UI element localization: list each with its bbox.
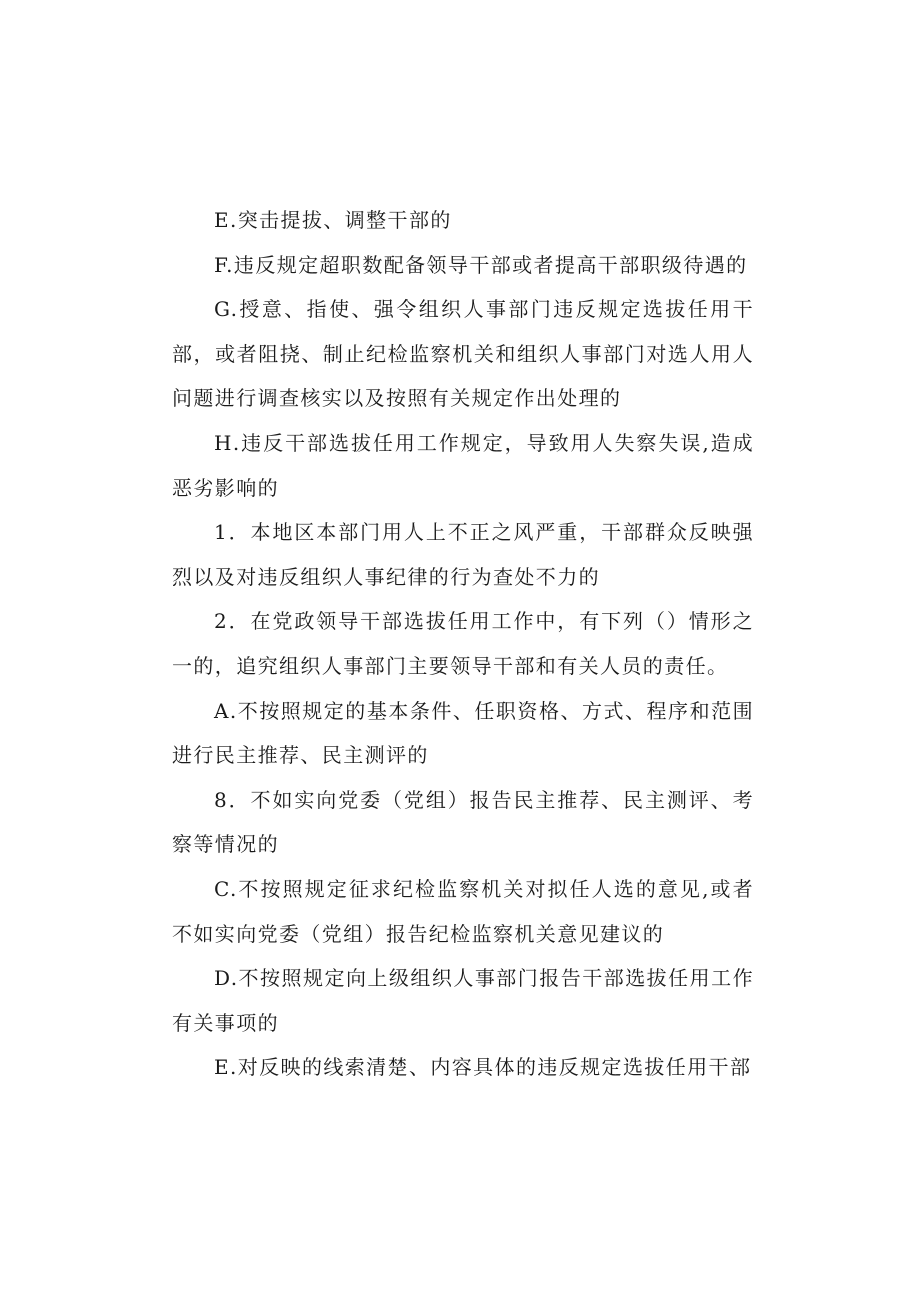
document-body [172, 198, 754, 1090]
paragraph-option-c: C.不按照规定征求纪检监察机关对拟任人选的意见,或者不如实向党委（党组）报告纪检监察机关意见建议的 [172, 876, 754, 946]
paragraph-option-8: 8．不如实向党委（党组）报告民主推荐、民主测评、考察等情况的 [172, 787, 754, 857]
paragraph-item-1: 1．本地区本部门用人上不正之风严重，干部群众反映强烈以及对违反组织人事纪律的行为查处不力的 [172, 520, 754, 589]
paragraph-option-e: E.对反映的线索清楚、内容具体的违反规定选拔任用干部 [214, 1055, 752, 1080]
paragraph-h-negligence: H.违反干部选拔任用工作规定，导致用人失察失误,造成恶劣影响的 [172, 430, 754, 500]
paragraph-item-2-question: 2．在党政领导干部选拔任用工作中，有下列（）情形之一的，追究组织人事部门主要领导干部和有关人员的责任。 [172, 609, 754, 678]
paragraph-e-sudden-promotion: E.突击提拔、调整干部的 [214, 208, 452, 232]
paragraph-f-excess-positions: F.违反规定超职数配备领导干部或者提高干部职级待遇的 [214, 252, 748, 277]
paragraph-g-instigating-violations: G.授意、指使、强令组织人事部门违反规定选拔任用干部，或者阻挠、制止纪检监察机关和组织人事部门对选人用人问题进行调查核实以及按照有关规定作出处理的 [172, 297, 754, 411]
paragraph-option-d: D.不按照规定向上级组织人事部门报告干部选拔任用工作有关事项的 [172, 966, 754, 1035]
paragraph-option-a: A.不按照规定的基本条件、任职资格、方式、程序和范围进行民主推荐、民主测评的 [172, 698, 754, 768]
